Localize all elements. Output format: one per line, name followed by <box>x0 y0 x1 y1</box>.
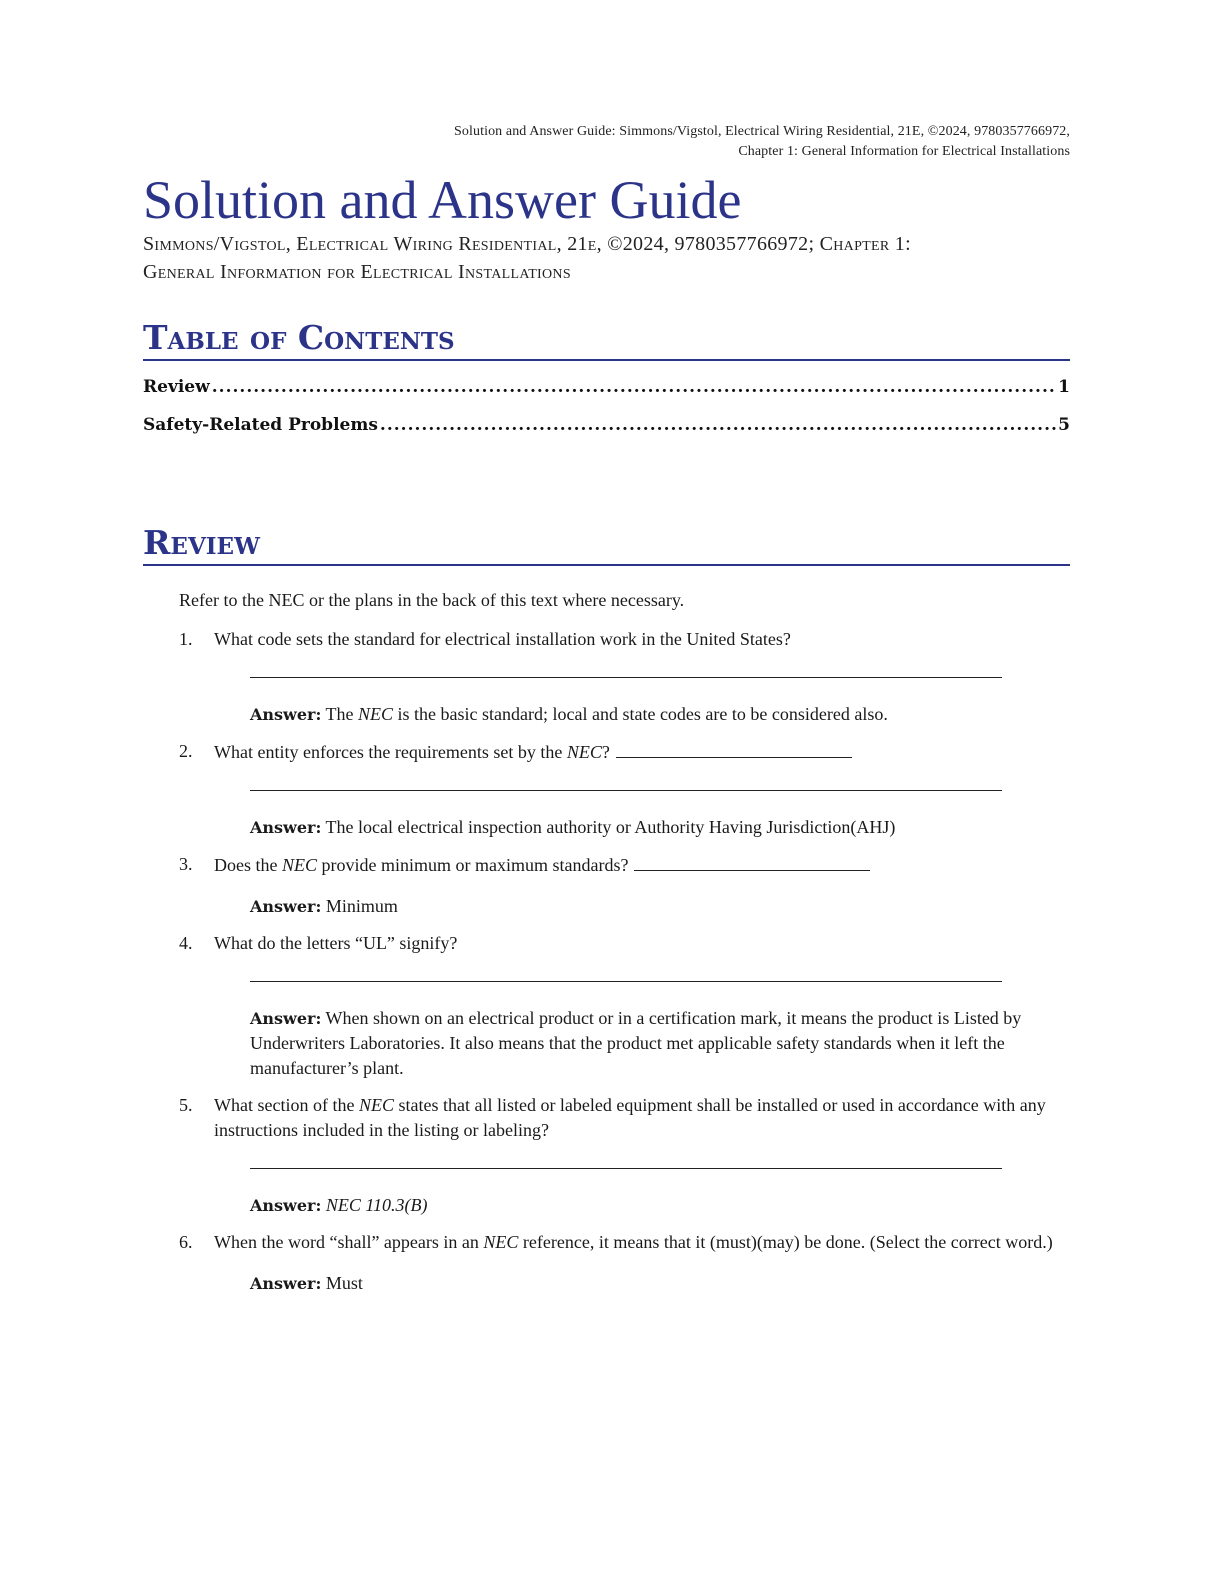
document-title: Solution and Answer Guide <box>143 170 742 230</box>
answer-label: Answer: <box>250 1196 322 1215</box>
answer-blank-line[interactable] <box>250 1167 1002 1169</box>
answer-blank-line[interactable] <box>250 980 1002 982</box>
answer: Answer: NEC 110.3(B) <box>250 1195 428 1215</box>
question-number: 4. <box>179 933 193 953</box>
inline-answer-blank[interactable] <box>634 852 870 871</box>
question-text: What entity enforces the requirements set by the NEC? <box>214 739 1070 765</box>
question-number: 6. <box>179 1232 193 1252</box>
toc-leader-dots <box>212 377 1056 397</box>
toc-entry-label: Review <box>143 377 210 397</box>
answer-label: Answer: <box>250 818 322 837</box>
answer-label: Answer: <box>250 1009 322 1028</box>
question-text: What code sets the standard for electrical installation work in the United States? <box>214 629 791 649</box>
answer: Answer: The NEC is the basic standard; local and state codes are to be considered also. <box>250 704 888 724</box>
nec-term: NEC <box>566 742 602 762</box>
running-header <box>143 122 1070 162</box>
question-number: 1. <box>179 629 193 649</box>
answer-blank-line[interactable] <box>250 789 1002 791</box>
answer-label: Answer: <box>250 897 322 916</box>
running-header-line-1: Solution and Answer Guide: Simmons/Vigstol, Electrical Wiring Residential, 21E, ©2024, 9780357766972, <box>454 124 1070 139</box>
toc-entry-review[interactable] <box>143 377 1070 415</box>
inline-answer-blank[interactable] <box>616 739 852 758</box>
toc-list <box>143 377 1070 453</box>
answer: Answer: Minimum <box>250 896 398 916</box>
toc-leader-dots <box>380 415 1056 435</box>
answer-blank-line[interactable] <box>250 676 1002 678</box>
review-heading: Review <box>143 523 1070 566</box>
answer: Answer: When shown on an electrical product or in a certification mark, it means the product is Listed by Underwriters Laboratories. It also means that the product met applicable safety standards when it left the manufacturer’s plant. <box>250 1008 1022 1078</box>
question-item-2 <box>179 739 1070 840</box>
review-intro: Refer to the NEC or the plans in the back of this text where necessary. <box>179 590 685 610</box>
document-subtitle <box>143 230 1070 286</box>
question-text: When the word “shall” appears in an NEC reference, it means that it (must)(may) be done. (Select the correct word.) <box>214 1232 1053 1252</box>
question-text: Does the NEC provide minimum or maximum standards? <box>214 852 1070 878</box>
running-header-line-2: Chapter 1: General Information for Electrical Installations <box>738 144 1070 159</box>
answer: Answer: Must <box>250 1273 363 1293</box>
toc-entry-label: Safety-Related Problems <box>143 415 378 435</box>
subtitle-line-1: Simmons/Vigstol, Electrical Wiring Residential, 21e, ©2024, 9780357766972; Chapter 1: <box>143 233 911 255</box>
question-item-1 <box>179 627 1070 727</box>
toc-entry-page: 5 <box>1058 415 1070 435</box>
toc-entry-page: 1 <box>1058 377 1070 397</box>
answer-label: Answer: <box>250 705 322 724</box>
question-number: 3. <box>179 854 193 874</box>
subtitle-line-2: General Information for Electrical Installations <box>143 261 571 283</box>
nec-term: NEC <box>281 855 317 875</box>
nec-term: NEC <box>483 1232 519 1252</box>
question-item-5 <box>179 1093 1070 1218</box>
question-text: What do the letters “UL” signify? <box>214 933 458 953</box>
toc-entry-safety-related-problems[interactable] <box>143 415 1070 453</box>
toc-heading: Table of Contents <box>143 318 1070 361</box>
nec-term: NEC <box>358 1095 394 1115</box>
question-number: 2. <box>179 741 193 761</box>
question-number: 5. <box>179 1095 193 1115</box>
answer-label: Answer: <box>250 1274 322 1293</box>
question-item-4 <box>179 931 1070 1081</box>
document-page <box>143 122 1070 1308</box>
nec-term: NEC <box>358 704 394 724</box>
answer: Answer: The local electrical inspection authority or Authority Having Jurisdiction(AHJ) <box>250 817 896 837</box>
question-item-6 <box>179 1230 1070 1296</box>
question-list <box>179 627 1070 1296</box>
question-text: What section of the NEC states that all listed or labeled equipment shall be installed or used in accordance with any instructions included in the listing or labeling? <box>214 1095 1046 1140</box>
question-item-3 <box>179 852 1070 919</box>
